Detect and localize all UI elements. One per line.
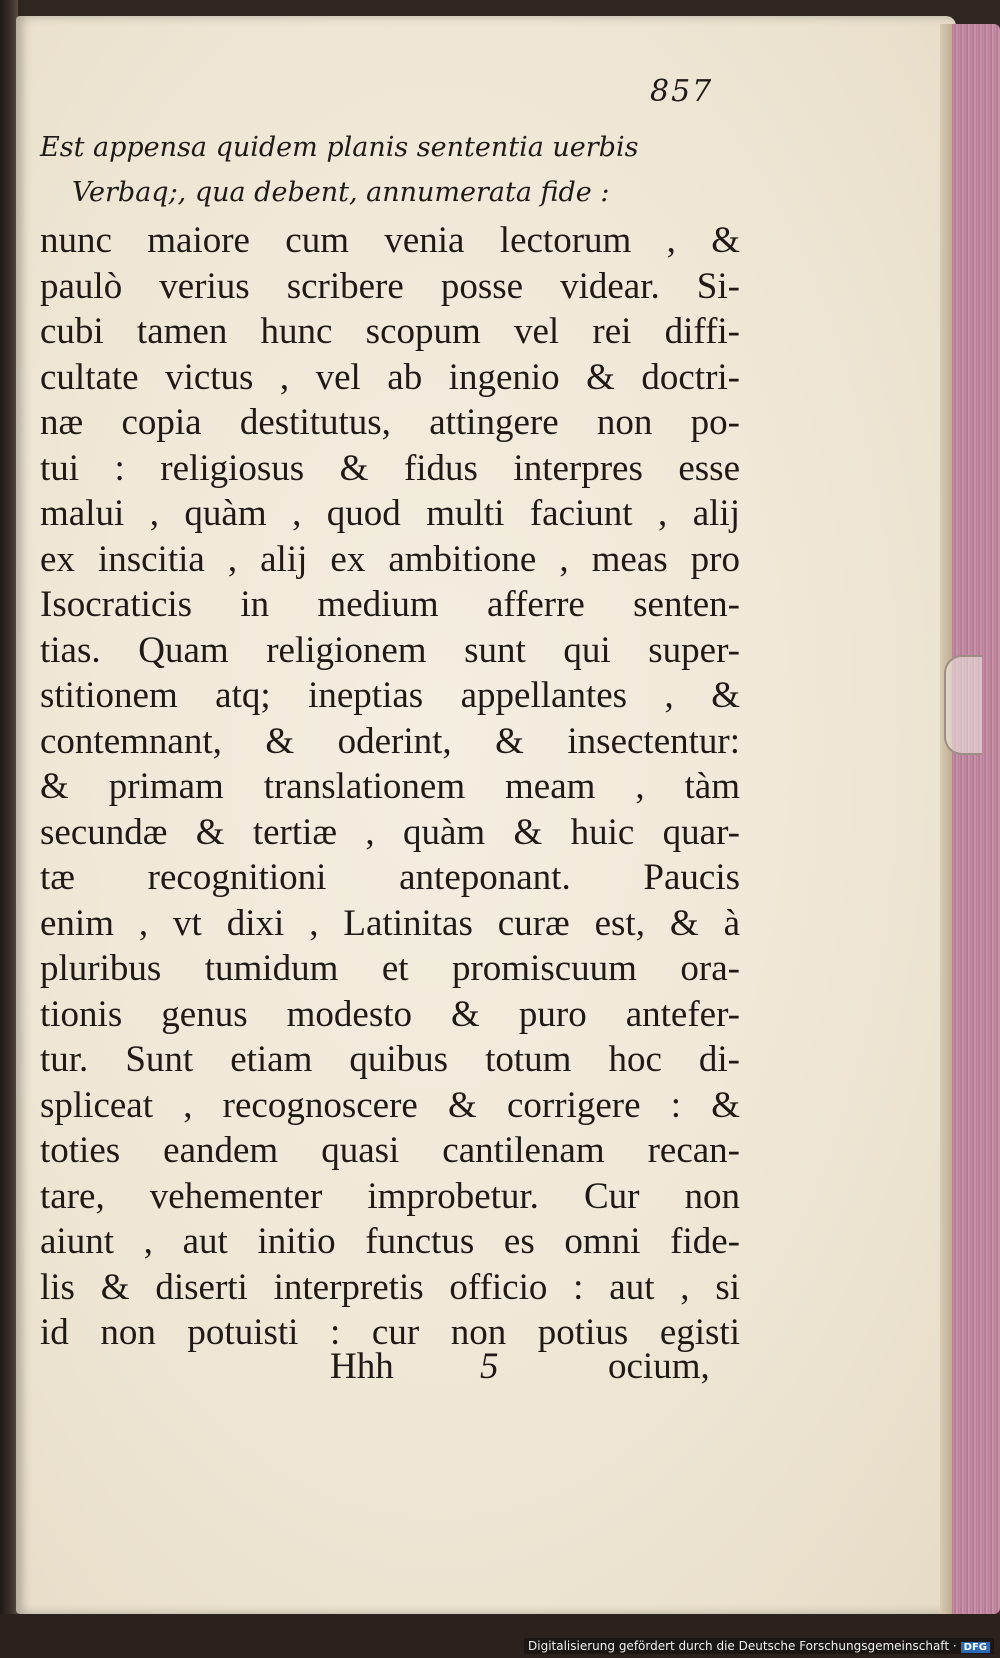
signature-mark: Hhh — [330, 1346, 394, 1387]
folio-number: 857 — [650, 74, 714, 109]
text-line: secundæ & tertiæ , quàm & huic quar- — [40, 811, 740, 853]
text-line: stitionem atq; ineptias appellantes , & — [40, 675, 740, 716]
text-line: tias. Quam religionem sunt qui super- — [40, 629, 740, 671]
catchword: ocium, — [608, 1346, 710, 1387]
clip-marker — [944, 655, 982, 755]
text-line: lis & diserti interpretis officio : aut , si — [40, 1266, 740, 1308]
text-line: spliceat , recognoscere & corrigere : & — [40, 1084, 740, 1126]
text-line: tare, vehementer improbetur. Cur non — [40, 1175, 740, 1217]
text-line: cultate victus , vel ab ingenio & doctri- — [40, 356, 740, 398]
scan-bottom-strip — [0, 1614, 1000, 1658]
text-line: contemnant, & oderint, & insectentur: — [40, 720, 740, 762]
text-line: toties eandem quasi cantilenam recan- — [40, 1130, 740, 1171]
text-line: Isocraticis in medium afferre senten- — [40, 584, 740, 625]
text-line: ex inscitia , alij ex ambitione , meas pro — [40, 538, 740, 580]
text-line: aiunt , aut initio functus es omni fide- — [40, 1221, 740, 1262]
text-line: tur. Sunt etiam quibus totum hoc di- — [40, 1039, 740, 1080]
text-line: malui , quàm , quod multi faciunt , alij — [40, 493, 740, 534]
text-line: tionis genus modesto & puro antefer- — [40, 993, 740, 1035]
text-line: tæ recognitioni anteponant. Paucis — [40, 857, 740, 898]
digitization-credit — [524, 1638, 994, 1654]
text-line: paulò verius scribere posse videar. Si- — [40, 265, 740, 307]
verse-line: Verbaq;, qua debent, annumerata fide : — [72, 177, 610, 208]
fore-edge — [952, 24, 1000, 1614]
text-line: & primam translationem meam , tàm — [40, 766, 740, 807]
credit-text: Digitalisierung gefördert durch die Deutsche Forschungsgemeinschaft · — [528, 1639, 957, 1653]
text-line: næ copia destitutus, attingere non po- — [40, 402, 740, 443]
text-line: tui : religiosus & fidus interpres esse — [40, 447, 740, 489]
text-line: nunc maiore cum venia lectorum , & — [40, 220, 740, 261]
verse-line: Est appensa quidem planis sententia uerbis — [40, 132, 639, 163]
dfg-logo: DFG — [961, 1642, 990, 1653]
body-text — [40, 218, 740, 1356]
signature-number: 5 — [480, 1346, 499, 1387]
text-line: enim , vt dixi , Latinitas curæ est, & à — [40, 902, 740, 944]
text-line: cubi tamen hunc scopum vel rei diffi- — [40, 311, 740, 352]
text-line: pluribus tumidum et promiscuum ora- — [40, 948, 740, 989]
text-line: id non potuisti : cur non potius egisti — [40, 1312, 740, 1353]
